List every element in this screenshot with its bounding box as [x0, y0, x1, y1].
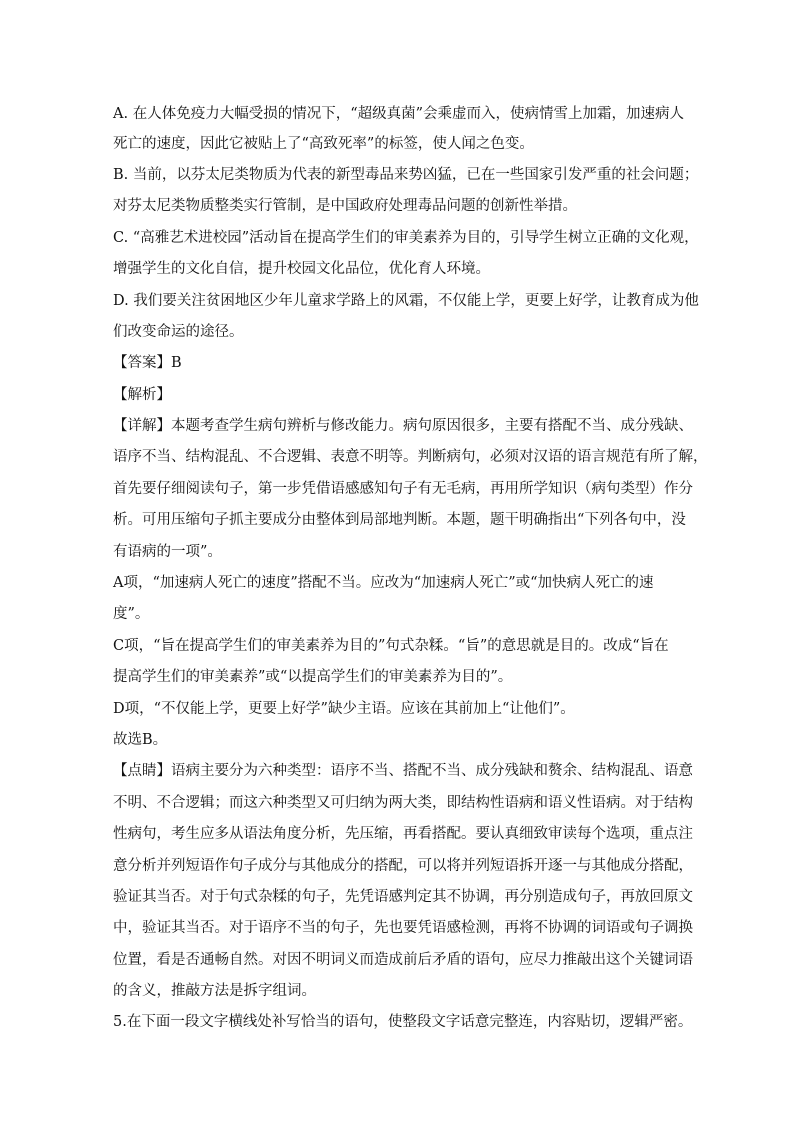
document-page: A. 在人体免疫力大幅受损的情况下，“超级真菌”会乘虚而入，使病情雪上加霜，加速病人 死亡的速度，因此它被贴上了“高致死率”的标签，使人闻之色变。 B. 当前，以芬太尼类物质为代表的新型毒品来势凶猛，已在一些国家引发严重的社会问题； 对芬太尼类物质整类实行管制，是中国政府处理毒品问题的创新性举措。 C. “高雅艺术进校园”活动旨在提高学生们的审美素养为目的，引导学生树立正确的文化观， 增强学生的文化自信，提升校园文化品位，优化育人环境。 D. 我们要关注贫困地区少年儿童求学路上的风霜，不仅能上学，更要上好学，让教育成为他 们改变命运的途径。 【答案】B 【解析】 【详解】本题考查学生病句辨析与修改能力。病句原因很多，主要有搭配不当、成分残缺、 语序不当、结构混乱、不合逻辑、表意不明等。判断病句，必须对汉语的语言规范有所了解， 首先要仔细阅读句子，第一步凭借语感感知句子有无毛病，再用所学知识（病句类型）作分 析。可用压缩句子抓主要成分由整体到局部地判断。本题，题干明确指出“下列各句中，没 有语病的一项”。 A项，“加速病人死亡的速度”搭配不当。应改为“加速病人死亡”或“加快病人死亡的速 度”。 C项，“旨在提高学生们的审美素养为目的”句式杂糅。“旨”的意思就是目的。改成“旨在 提高学生们的审美素养”或“以提高学生们的审美素养为目的”。 D项，“不仅能上学，更要上好学”缺少主语。应该在其前加上“让他们”。 故选B。 【点睛】语病主要分为六种类型：语序不当、搭配不当、成分残缺和赘余、结构混乱、语意 不明、不合逻辑；而这六种类型又可归纳为两大类，即结构性语病和语义性语病。对于结构 性病句，考生应多从语法角度分析，先压缩，再看搭配。要认真细致审读每个选项，重点注 意分析并列短语作句子成分与其他成分的搭配，可以将并列短语拆开逐一与其他成分搭配， 验证其当否。对于句式杂糅的句子，先凭语感判定其不协调，再分别造成句子，再放回原文 中，验证其当否。对于语序不当的句子，先也要凭语感检测，再将不协调的词语或句子调换 位置，看是否通畅自然。对因不明词义而造成前后矛盾的语句，应尽力推敲出这个关键词语 的含义，推敲方法是拆字组词。 5.在下面一段文字横线处补写恰当的语句，使整段文字话意完整连，内容贴切，逻辑严密。	[113, 106, 708, 1030]
